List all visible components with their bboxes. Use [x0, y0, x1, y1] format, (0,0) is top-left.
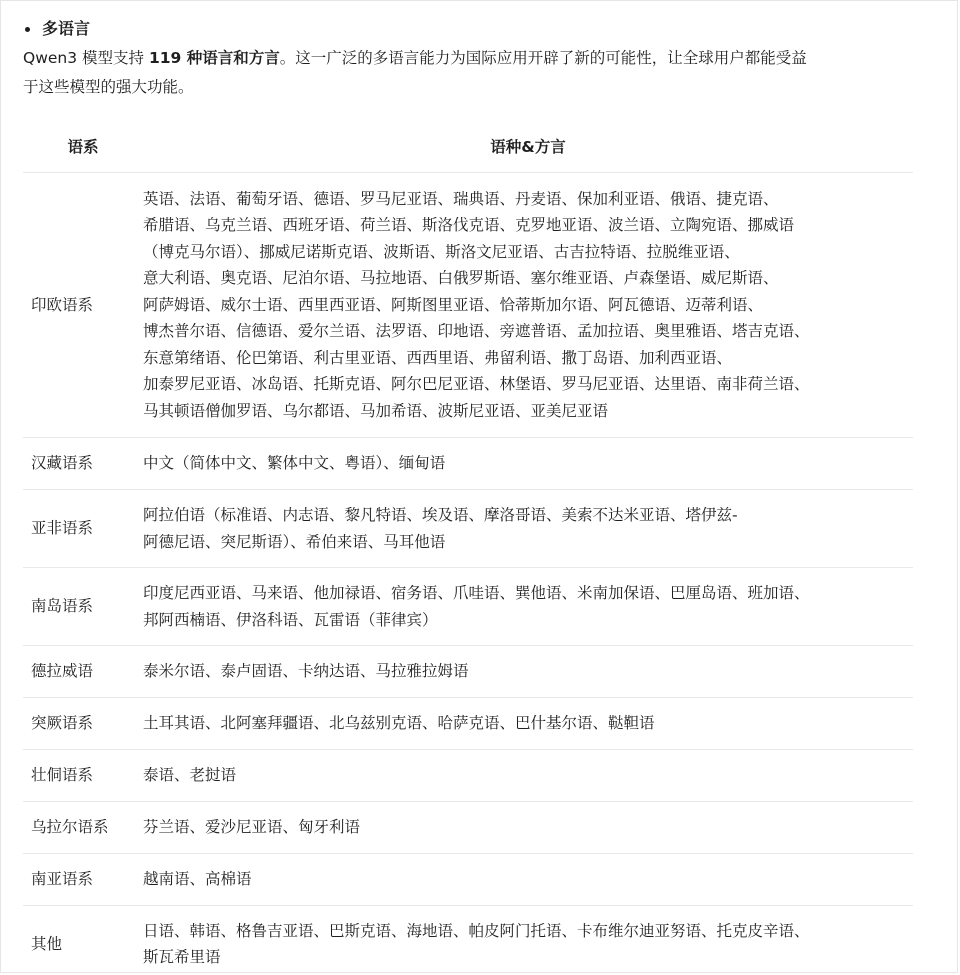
intro-text-part2: 。这一广泛的多语言能力为国际应用开辟了新的可能性，让全球用户都能受益 [279, 49, 807, 67]
languages-cell [143, 906, 913, 974]
language-line: 泰语、老挝语 [143, 766, 237, 785]
languages-cell [143, 698, 913, 750]
family-cell: 南岛语系 [23, 568, 143, 646]
bullet-icon [25, 27, 30, 32]
table-row [23, 802, 913, 854]
languages-cell [143, 750, 913, 802]
section-title: 多语言 [42, 19, 91, 38]
language-line: 马其顿语僧伽罗语、乌尔都语、马加希语、波斯尼亚语、亚美尼亚语 [143, 401, 609, 420]
language-line: 阿德尼语、突尼斯语）、希伯来语、马耳他语 [143, 532, 446, 551]
table-row [23, 906, 913, 974]
language-line: 芬兰语、爱沙尼亚语、匈牙利语 [143, 818, 361, 837]
family-cell: 南亚语系 [23, 854, 143, 906]
table-row [23, 698, 913, 750]
header-languages: 语种&方言 [143, 119, 913, 173]
table-row [23, 438, 913, 490]
table-row [23, 854, 913, 906]
languages-cell [143, 802, 913, 854]
family-cell: 印欧语系 [23, 173, 143, 438]
header-family: 语系 [23, 119, 143, 173]
language-line: 日语、韩语、格鲁吉亚语、巴斯克语、海地语、帕皮阿门托语、卡布维尔迪亚努语、托克皮辛语、 [143, 921, 810, 940]
intro-text-line2: 于这些模型的强大功能。 [23, 78, 194, 96]
language-line: 阿萨姆语、威尔士语、西里西亚语、阿斯图里亚语、恰蒂斯加尔语、阿瓦德语、迈蒂利语、 [143, 295, 764, 314]
family-cell: 德拉威语 [23, 646, 143, 698]
language-table [23, 119, 913, 973]
intro-text-part1: Qwen3 模型支持 [23, 49, 149, 67]
languages-cell [143, 646, 913, 698]
family-cell: 壮侗语系 [23, 750, 143, 802]
languages-cell [143, 438, 913, 490]
language-line: 斯瓦希里语 [143, 948, 221, 966]
language-line: 泰米尔语、泰卢固语、卡纳达语、马拉雅拉姆语 [143, 662, 469, 681]
table-row [23, 750, 913, 802]
language-line: 邦阿西楠语、伊洛科语、瓦雷语（菲律宾） [143, 610, 438, 629]
languages-cell [143, 173, 913, 438]
table-row [23, 646, 913, 698]
section-heading [25, 17, 90, 41]
language-line: 博杰普尔语、信德语、爱尔兰语、法罗语、印地语、旁遮普语、孟加拉语、奥里雅语、塔吉克语、 [143, 322, 810, 341]
family-cell: 其他 [31, 934, 63, 953]
intro-highlight: 119 种语言和方言 [148, 49, 280, 67]
intro-paragraph [23, 44, 923, 102]
table-row [23, 568, 913, 646]
language-line: 希腊语、乌克兰语、西班牙语、荷兰语、斯洛伐克语、克罗地亚语、波兰语、立陶宛语、挪威语 [143, 216, 795, 235]
languages-cell [143, 490, 913, 568]
family-cell: 突厥语系 [23, 698, 143, 750]
language-line: 土耳其语、北阿塞拜疆语、北乌兹别克语、哈萨克语、巴什基尔语、鞑靼语 [143, 714, 655, 733]
table-row [23, 490, 913, 568]
language-line: 中文（简体中文、繁体中文、粤语）、缅甸语 [143, 454, 446, 473]
languages-cell [143, 568, 913, 646]
language-line: 印度尼西亚语、马来语、他加禄语、宿务语、爪哇语、巽他语、米南加保语、巴厘岛语、班加语、 [143, 584, 810, 602]
language-line: 东意第绪语、伦巴第语、利古里亚语、西西里语、弗留利语、撒丁岛语、加利西亚语、 [143, 348, 733, 367]
table-header-row [23, 119, 913, 173]
language-line: 加泰罗尼亚语、冰岛语、托斯克语、阿尔巴尼亚语、林堡语、罗马尼亚语、达里语、南非荷兰语、 [143, 375, 810, 394]
language-line: 阿拉伯语（标准语、内志语、黎凡特语、埃及语、摩洛哥语、美索不达米亚语、塔伊兹- [143, 506, 738, 524]
language-line: （博克马尔语）、挪威尼诺斯克语、波斯语、斯洛文尼亚语、古吉拉特语、拉脱维亚语、 [143, 242, 740, 261]
table-row [23, 173, 913, 438]
family-cell: 亚非语系 [23, 490, 143, 568]
family-cell: 乌拉尔语系 [23, 802, 143, 854]
languages-cell [143, 854, 913, 906]
language-line: 意大利语、奥克语、尼泊尔语、马拉地语、白俄罗斯语、塞尔维亚语、卢森堡语、威尼斯语、 [143, 269, 779, 288]
family-cell: 汉藏语系 [23, 438, 143, 490]
language-line: 越南语、高棉语 [143, 870, 252, 889]
language-line: 英语、法语、葡萄牙语、德语、罗马尼亚语、瑞典语、丹麦语、保加利亚语、俄语、捷克语、 [143, 189, 779, 208]
